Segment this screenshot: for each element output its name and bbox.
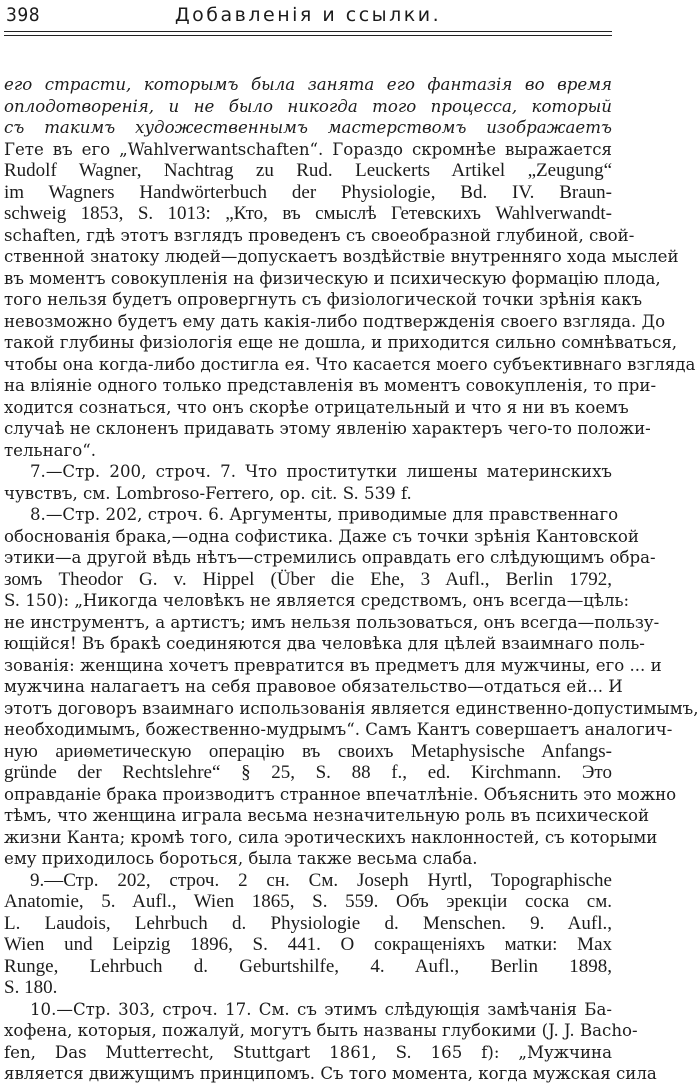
text-line: его страсти, которымъ была занята его фантазія во время bbox=[4, 75, 612, 94]
text-line: schaften, гдѣ этотъ взглядъ проведенъ съ своеобразной глубиной, свой- bbox=[4, 225, 635, 245]
text-line: чтобы она когда-либо достигла ея. Что касается моего субъективнаго взгляда bbox=[4, 354, 696, 374]
text-line: случаѣ не склоненъ придавать этому явленію характеръ чего-то положи- bbox=[4, 419, 651, 438]
text-line: чувствъ, см. Lombroso-Ferrero, op. cit. S. 539 f. bbox=[4, 483, 412, 503]
text-line: Wien und Leipzig 1896, S. 441. О сокращеніяхъ матки: Max bbox=[4, 934, 612, 955]
text-line: im Wagners Handwörterbuch der Physiologie, Bd. IV. Braun- bbox=[4, 181, 612, 203]
text-line: schweig 1853, S. 1013: „Кто, въ смыслѣ Гетевскихъ Wahlverwandt- bbox=[4, 203, 612, 224]
header-rule-top bbox=[4, 31, 612, 32]
text-line: зомъ Theodor G. v. Hippel (Über die Ehe, 3 Aufl., Berlin 1792, bbox=[4, 568, 612, 590]
text-line: ную ариѳметическую операцію въ своихъ Metaphysische Anfangs- bbox=[4, 740, 612, 762]
text-line: S. 150): „Никогда человѣкъ не является средствомъ, онъ всегда—цѣль: bbox=[4, 591, 630, 610]
text-line: обоснованія брака,—одна софистика. Даже съ точки зрѣнія Кантовской bbox=[4, 526, 639, 546]
text-line: S. 180. bbox=[4, 977, 58, 998]
text-line: тѣмъ, что женщина играла весьма незначительную роль въ психической bbox=[4, 806, 650, 825]
text-line: такой глубины физіологія еще не дошла, и приходится сильно сомнѣваться, bbox=[4, 333, 678, 352]
text-line: оплодотворенія, и не было никогда того процесса, который bbox=[4, 96, 612, 116]
text-line: жизни Канта; кромѣ того, сила эротическихъ наклонностей, съ которыми bbox=[4, 827, 658, 847]
page-header bbox=[4, 2, 612, 28]
text-line: зованія: женщина хочетъ превратится въ предметъ для мужчины, его ... и bbox=[4, 655, 662, 675]
body-text bbox=[4, 74, 698, 1085]
text-line: мужчина налагаетъ на себя правовое обязательство—отдаться ей... И bbox=[4, 677, 623, 696]
text-line: на вліяніе одного только представленія въ моментъ совокупленія, то при- bbox=[4, 376, 657, 395]
text-line: этотъ договоръ взаимнаго использованія является единственно-допустимымъ, bbox=[4, 698, 698, 718]
text-line: fen, Das Mutterrecht, Stuttgart 1861, S. 165 f): „Мужчина bbox=[4, 1042, 612, 1062]
text-line: съ такимъ художественнымъ мастерствомъ изображаетъ bbox=[4, 118, 612, 137]
page-number: 398 bbox=[6, 4, 41, 26]
text-line: Anatomie, 5. Aufl., Wien 1865, S. 559. Объ эрекціи соска см. bbox=[4, 891, 612, 912]
text-line: 7.—Стр. 200, строч. 7. Что проститутки лишены материнскихъ bbox=[30, 462, 612, 481]
text-line: необходимымъ, божественно-мудрымъ“. Самъ Кантъ совершаетъ аналогич- bbox=[4, 720, 673, 739]
text-line: не инструментъ, а артистъ; имъ нельзя пользоваться, онъ всегда—пользу- bbox=[4, 612, 660, 632]
text-line: Гете въ его „Wahlverwantschaften“. Гораздо скромнѣе выражается bbox=[4, 139, 612, 159]
text-line: ющійся! Въ бракѣ соединяются два человѣка для цѣлей взаимнаго поль- bbox=[4, 634, 645, 653]
text-line: хофена, которыя, пожалуй, могутъ быть названы глубокими (J. J. Bacho- bbox=[4, 1021, 638, 1040]
text-line: 10.—Стр. 303, строч. 17. См. съ этимъ слѣдующія замѣчанія Ба- bbox=[30, 999, 612, 1019]
text-line: тельнаго“. bbox=[4, 440, 96, 460]
text-line: этики—а другой вѣдь нѣтъ—стремились оправдать его слѣдующимъ обра- bbox=[4, 548, 656, 567]
text-line: 8.—Стр. 202, строч. 6. Аргументы, приводимые для правственнаго bbox=[30, 505, 619, 524]
text-line: того нельзя будетъ опровергнуть съ физіологической точки зрѣнія какъ bbox=[4, 290, 643, 309]
header-rule-bottom bbox=[4, 35, 612, 36]
text-line: Runge, Lehrbuch d. Geburtshilfe, 4. Aufl., Berlin 1898, bbox=[4, 955, 612, 977]
text-line: невозможно будетъ ему дать какія-либо подтвержденія своего взгляда. До bbox=[4, 311, 666, 331]
text-line: въ моментъ совокупленія на физическую и психическую формацію плода, bbox=[4, 268, 661, 288]
text-line: 9.—Стр. 202, строч. 2 сн. См. Joseph Hyrtl, Topographische bbox=[30, 869, 612, 891]
text-line: gründe der Rechtslehre“ § 25, S. 88 f., ed. Kirchmann. Это bbox=[4, 762, 612, 783]
text-line: L. Laudois, Lehrbuch d. Physiologie d. Menschen. 9. Aufl., bbox=[4, 912, 612, 934]
text-line: Rudolf Wagner, Nachtrag zu Rud. Leuckerts Artikel „Zeugung“ bbox=[4, 160, 612, 181]
text-line: ходится сознаться, что онъ скорѣе отрицательный и что я ни въ коемъ bbox=[4, 397, 629, 417]
text-line: ему приходилось бороться, была также весьма слаба. bbox=[4, 849, 478, 868]
text-line: ственной знатоку людей—допускаетъ воздѣйствіе внутренняго хода мыслей bbox=[4, 247, 679, 266]
running-title: Добавленія и ссылки. bbox=[174, 4, 442, 26]
text-line: является движущимъ принципомъ. Съ того момента, когда мужская сила bbox=[4, 1064, 657, 1083]
text-line: оправданіе брака производитъ странное впечатлѣніе. Объяснить это можно bbox=[4, 784, 677, 804]
